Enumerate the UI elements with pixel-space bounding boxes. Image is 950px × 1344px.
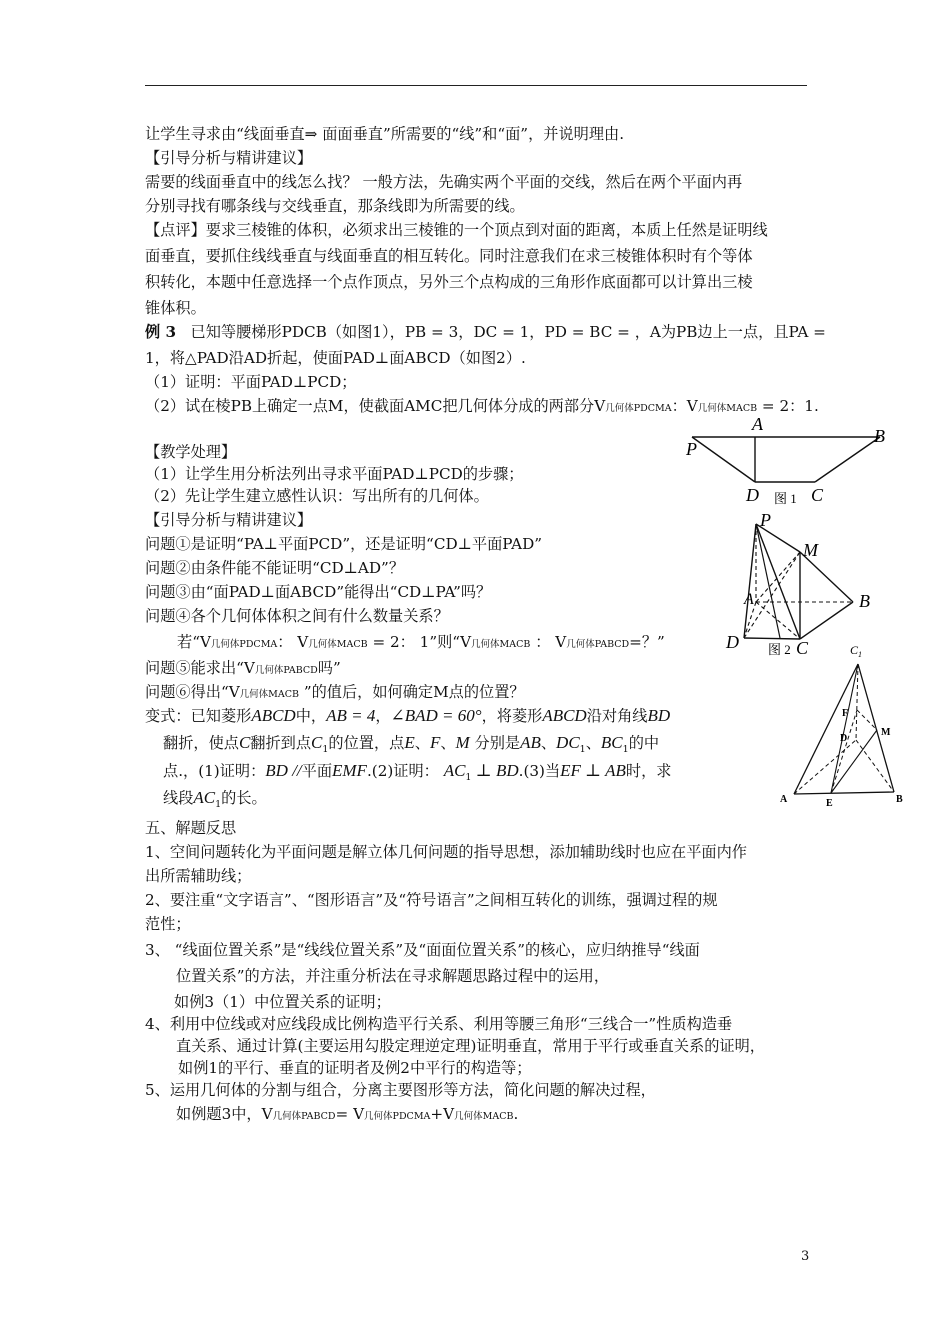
text-line: （1）让学生用分析法列出寻求平面PAD⊥PCD的步骤； xyxy=(145,465,524,483)
reflection-3-cont: 如例3（1）中位置关系的证明； xyxy=(174,993,391,1011)
page-number: 3 xyxy=(801,1249,810,1264)
reflection-4-cont: 直关系、通过计算(主要运用勾股定理逆定理)证明垂直，常用于平行或垂直关系的证明， xyxy=(176,1037,765,1055)
point-label-a: A xyxy=(752,414,763,434)
text-line: 需要的线面垂直中的线怎么找？ 一般方法，先确实两个平面的交线，然后在两个平面内再 xyxy=(145,173,743,191)
text-line: 积转化，本题中任意选择一个点作顶点，另外三个点构成的三角形作底面都可以计算出三棱 xyxy=(145,273,753,291)
text-line: （1）证明：平面PAD⊥PCD； xyxy=(145,373,357,391)
point-label-f: F xyxy=(842,708,849,719)
point-label-b: B xyxy=(859,591,870,611)
variant-line-2: 翻折，使点C翻折到点$C_1$的位置，点E、F、M 分别是AB、$DC_1$、$BC_1$的中 xyxy=(163,733,660,756)
text-line: 让学生寻求由“线面垂直⇒ 面面垂直”所需要的“线”和“面”，并说明理由. xyxy=(145,125,625,143)
point-label-c: C xyxy=(796,638,809,658)
section-heading: 【引导分析与精讲建议】 xyxy=(145,149,313,167)
reflection-2: 2、要注重“文字语言”、“图形语言”及“符号语言”之间相互转化的训练，强调过程的规 xyxy=(145,891,718,909)
reflection-1: 1、空间问题转化为平面问题是解立体几何问题的指导思想，添加辅助线时也应在平面内作 xyxy=(145,843,747,861)
example-text: 已知等腰梯形PDCB（如图1），PB = 3，DC = 1，PD = BC = ，A为PB边上一点，且PA = xyxy=(190,323,826,341)
reflection-4: 4、利用中位线或对应线段成比例构造平行关系、利用等腰三角形“三线合一”性质构造垂 xyxy=(145,1015,733,1033)
variant-line-3: 点.，(1)证明：BD //平面EMF.(2)证明： $AC_1$ ⊥ BD.(3)当EF ⊥ AB时，求 xyxy=(163,761,672,784)
question-2: 问题②由条件能不能证明“CD⊥AD”？ xyxy=(145,559,405,577)
question-4-detail: 若“V几何体PDCMA： V几何体MACB = 2： 1”则“V几何体MACB ： V几何体PABCD=？” xyxy=(177,633,665,651)
text-line: 【点评】要求三棱锥的体积，必须求出三棱锥的一个顶点到对面的距离，本质上任然是证明线 xyxy=(145,221,768,239)
example-label: 例 3 xyxy=(145,323,177,341)
reflection-5: 5、运用几何体的分割与组合，分离主要图形等方法，简化问题的解决过程， xyxy=(145,1081,656,1099)
section-heading: 【引导分析与精讲建议】 xyxy=(145,511,313,529)
figure-2-pyramid xyxy=(718,508,888,658)
point-label-m: M xyxy=(803,540,818,560)
reflection-3: 3、 “线面位置关系”是“线线位置关系”及“面面位置关系”的核心，应归纳推导“线面 xyxy=(145,941,700,959)
reflection-5-cont: 如例题3中，V几何体PABCD= V几何体PDCMA+V几何体MACB. xyxy=(176,1105,519,1123)
text-line: （2）先让学生建立感性认识：写出所有的几何体。 xyxy=(145,487,489,505)
point-label-d: D xyxy=(746,485,759,505)
question-1: 问题①是证明“PA⊥平面PCD”，还是证明“CD⊥平面PAD” xyxy=(145,535,543,553)
text-line: 锥体积。 xyxy=(145,299,206,317)
figure-1-trapezoid xyxy=(680,410,900,510)
question-4: 问题④各个几何体体积之间有什么数量关系？ xyxy=(145,607,449,625)
text-line: 面垂直，要抓住线线垂直与线面垂直的相互转化。同时注意我们在求三棱锥体积时有个等体 xyxy=(145,247,753,265)
point-label-e: E xyxy=(826,798,833,809)
figure-1-caption: 图 1 xyxy=(774,491,797,506)
figure-3-folded-rhombus xyxy=(772,640,922,815)
reflection-1-cont: 出所需辅助线； xyxy=(145,867,252,885)
figure-2-caption: 图 2 xyxy=(768,642,791,657)
point-label-m: M xyxy=(881,727,891,738)
point-label-p: P xyxy=(760,510,771,530)
example-3-line xyxy=(145,322,826,342)
point-label-c: C xyxy=(811,485,824,505)
point-label-b: B xyxy=(896,794,903,805)
question-6: 问题⑥得出“V几何体MACB ”的值后，如何确定M点的位置？ xyxy=(145,683,525,701)
point-label-c1: $C_1$ xyxy=(850,643,863,659)
point-label-d: D xyxy=(840,733,848,744)
question-5: 问题⑤能求出“V几何体PABCD吗” xyxy=(145,659,341,677)
point-label-a: A xyxy=(744,591,754,608)
point-label-b: B xyxy=(874,426,885,446)
point-label-p: P xyxy=(686,439,697,459)
variant-line-1: 变式：已知菱形ABCD中，AB = 4，∠BAD = 60°，将菱形ABCD沿对角线BD xyxy=(145,706,671,725)
reflection-3-cont: 位置关系”的方法，并注重分析法在寻求解题思路过程中的运用， xyxy=(176,967,610,985)
text-line: 分别寻找有哪条线与交线垂直，那条线即为所需要的线。 xyxy=(145,197,525,215)
point-label-a: A xyxy=(780,794,788,805)
variant-line-4: 线段$AC_1$的长。 xyxy=(163,788,267,811)
text-line: （2）试在棱PB上确定一点M，使截面AMC把几何体分成的两部分V几何体PDCMA：V几何体MACB = 2：1. xyxy=(145,397,819,415)
reflection-2-cont: 范性； xyxy=(145,915,191,933)
point-label-d: D xyxy=(726,632,739,652)
header-rule xyxy=(145,85,807,86)
question-3: 问题③由“面PAD⊥面ABCD”能得出“CD⊥PA”吗？ xyxy=(145,583,492,601)
section-heading: 五、解题反思 xyxy=(145,819,237,837)
section-heading: 【教学处理】 xyxy=(145,443,237,461)
reflection-4-cont: 如例1的平行、垂直的证明者及例2中平行的构造等； xyxy=(178,1059,532,1077)
text-line: 1，将△PAD沿AD折起，使面PAD⊥面ABCD（如图2）. xyxy=(145,349,526,367)
